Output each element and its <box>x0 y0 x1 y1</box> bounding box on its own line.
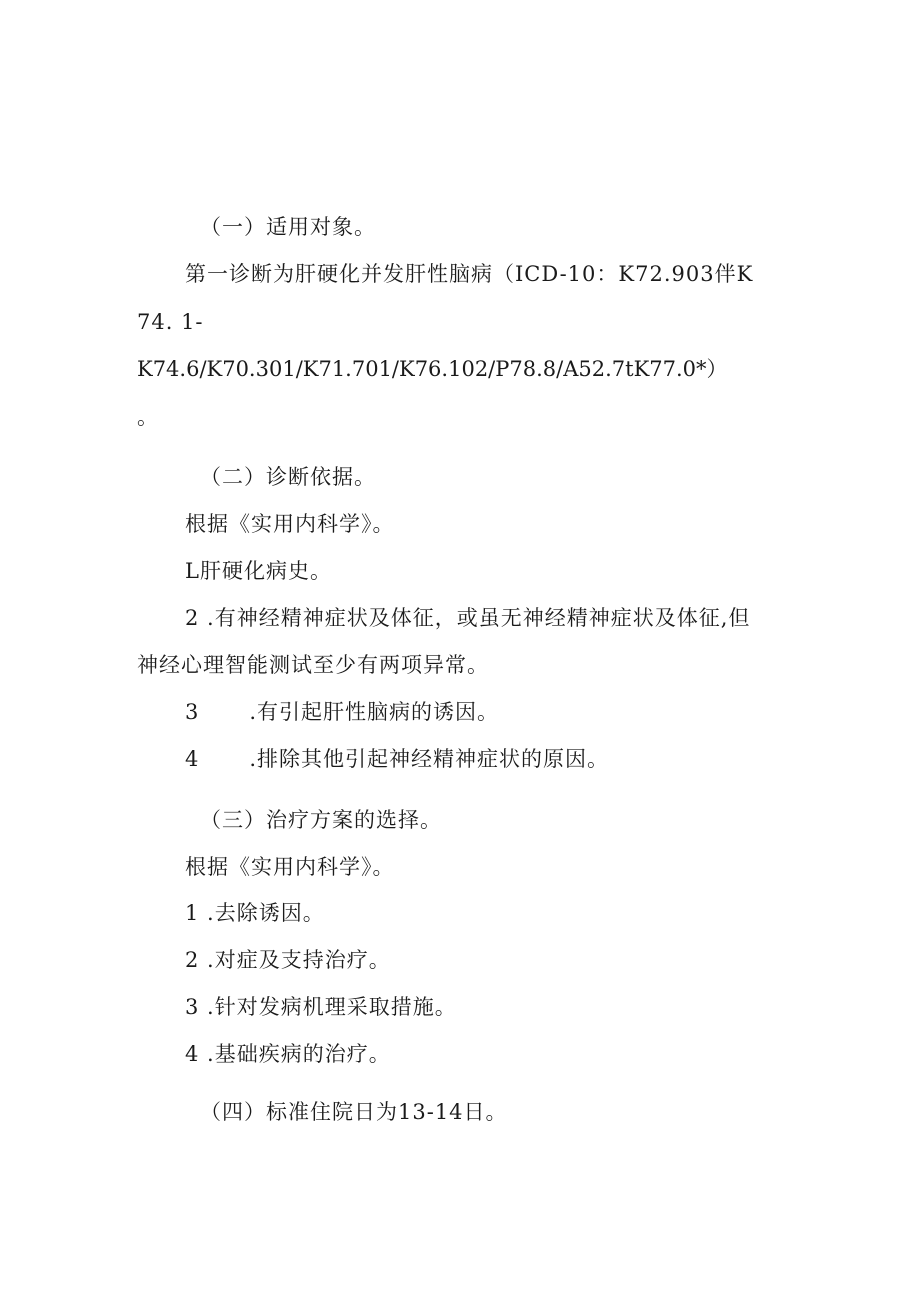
section-2-item-4-text: .排除其他引起神经精神症状的原因。 <box>249 747 610 771</box>
section-3-item-3: 3 .针对发病机理采取措施。 <box>185 995 457 1019</box>
section-2-item-4-number: 4 <box>185 747 200 771</box>
section-3-basis: 根据《实用内科学》。 <box>185 855 395 879</box>
section-3-heading: （三）治疗方案的选择。 <box>200 808 442 832</box>
section-2-item-3 <box>185 700 499 725</box>
section-2-item-4 <box>185 747 609 772</box>
section-2-heading: （二）诊断依据。 <box>200 465 376 489</box>
section-1-heading: （一）适用对象。 <box>200 215 376 239</box>
section-1-text-line-1: 第一诊断为肝硬化并发肝性脑病（ICD-10：K72.903伴K <box>185 262 754 286</box>
section-3-item-1: 1 .去除诱因。 <box>185 901 325 925</box>
section-2-basis: 根据《实用内科学》。 <box>185 512 395 536</box>
section-2-item-3-number: 3 <box>185 700 200 724</box>
section-2-item-2-line-2: 神经心理智能测试至少有两项异常。 <box>137 653 489 677</box>
section-1-text-line-3: K74.6/K70.301/K71.701/K76.102/P78.8/A52.7tK77.0*） <box>137 357 728 381</box>
section-4-heading: （四）标准住院日为13-14日。 <box>200 1100 508 1124</box>
section-2-item-1: L肝硬化病史。 <box>185 559 332 583</box>
section-2-item-2-line-1: 2 .有神经精神症状及体征，或虽无神经精神症状及体征,但 <box>185 606 751 630</box>
section-3-item-4: 4 .基础疾病的治疗。 <box>185 1042 391 1066</box>
section-3-item-2: 2 .对症及支持治疗。 <box>185 948 391 972</box>
section-1-text-line-4: 。 <box>137 405 159 429</box>
section-1-text-line-2: 74. 1- <box>137 310 204 334</box>
section-2-item-3-text: .有引起肝性脑病的诱因。 <box>249 700 500 724</box>
